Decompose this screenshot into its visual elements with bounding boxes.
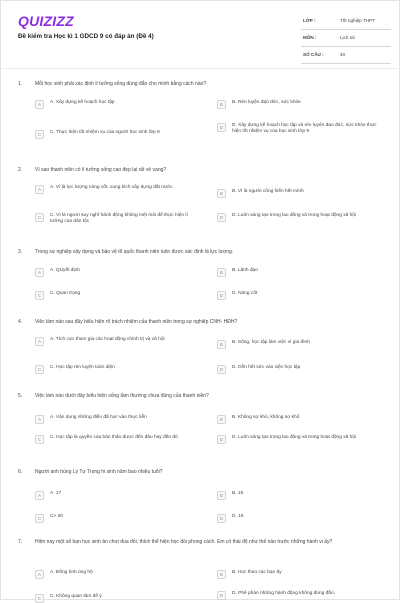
question-text: Mỗi học sinh phải xác định lí tưởng sống đúng đắn cho mình bằng cách nào? — [35, 81, 207, 87]
meta-table — [301, 13, 391, 64]
option-text: C. Thực hiện tốt nhiệm vụ của người học sinh lớp 9 — [50, 130, 160, 135]
meta-label: SỐ CÂU : — [303, 52, 324, 57]
question-number: 5. — [18, 393, 23, 399]
question-number: 7. — [18, 539, 23, 545]
option-text: C. Học tập rèn luyện toàn diện — [50, 365, 115, 370]
option-text: C> 20 — [50, 514, 63, 519]
option-text: D. Dồn hết sức vào việc học tập — [232, 365, 301, 370]
option-letter-badge: A — [35, 100, 44, 109]
option-text: B. Không sợ khó, không sợ khổ — [232, 415, 300, 420]
option-text: A. 17 — [50, 491, 62, 496]
option-letter-badge: B — [217, 189, 226, 198]
option-letter-badge: D — [217, 365, 226, 374]
header-divider — [1, 68, 400, 69]
option-letter-badge: C — [35, 291, 44, 300]
option-letter-badge: D — [217, 291, 226, 300]
question-text: Vì sao thanh niên có lí tưởng sống cao đẹp lại rất vẻ vang? — [35, 167, 167, 173]
option-text: C. Không quan tâm để ý — [50, 594, 102, 599]
page-title: Đề kiểm tra Học kì 1 GDCD 9 có đáp án (Đề 4) — [18, 33, 154, 40]
option-letter-badge: B — [217, 570, 226, 579]
question-number: 2. — [18, 167, 23, 173]
option-text: B. Vì là người công hiến hết mình — [232, 189, 304, 194]
option-letter-badge: D — [217, 435, 226, 444]
option-letter-badge: C — [35, 365, 44, 374]
option-letter-badge: B — [217, 340, 226, 349]
option-text: A. QUyết định — [50, 268, 80, 273]
worksheet-header — [1, 1, 400, 67]
question-text: Việc làm nào sau đây biểu hiện rõ trách nhiệm của thanh niên trong sự nghiệp CNH- HĐH? — [35, 319, 238, 325]
option-letter-badge: A — [35, 491, 44, 500]
option-letter-badge: A — [35, 185, 44, 194]
question-number: 4. — [18, 319, 23, 325]
meta-value: 40 — [340, 52, 346, 57]
meta-label: LỚP : — [303, 18, 316, 23]
option-letter-badge: C — [35, 130, 44, 139]
option-text: D. Luôn sáng tạo trong lao động và trong hoạt động xã hội — [232, 435, 357, 440]
quizizz-logo[interactable]: QUIZIZZ — [18, 13, 74, 29]
option-text: A. Xây dựng kế hoạch học tập — [50, 100, 115, 105]
option-letter-badge: C — [35, 514, 44, 523]
option-text: D. Nòng cốt — [232, 291, 258, 296]
question-number: 1. — [18, 81, 23, 87]
option-letter-badge: B — [217, 491, 226, 500]
option-letter-badge: D — [217, 213, 226, 222]
meta-row-class — [301, 13, 391, 30]
meta-value: Tốt nghiệp THPT — [340, 18, 375, 23]
option-letter-badge: B — [217, 268, 226, 277]
option-text: D. Luôn sáng tạo trong lao động và trong hoạt động xã hội — [232, 213, 357, 218]
question-text: Người anh hùng Lý Tự Trọng hi sinh năm bao nhiêu tuổi? — [35, 469, 163, 475]
question-text: Hiện nay một số bạn học sinh ăn chơi đua đòi, thích thể hiện học đòi phong cách. Em có thái độ như thế nào trước những hành vi ấy? — [35, 539, 333, 545]
option-text: C. Học tập là quyền của bản thân được đến đâu hay đến đó — [50, 435, 178, 440]
option-letter-badge: D — [217, 514, 226, 523]
option-letter-badge: A — [35, 570, 44, 579]
option-text: B. 18 — [232, 491, 244, 496]
option-text: A. Tích cực tham gia các hoạt động chính trị và xã hội — [50, 337, 165, 342]
option-text: D. 19 — [232, 514, 244, 519]
option-letter-badge: A — [35, 415, 44, 424]
option-letter-badge: C — [35, 594, 44, 603]
option-text: A. Vì là lực lượng nòng cốt, xung kích xây dựng đất nước — [50, 185, 173, 190]
meta-row-subject — [301, 30, 391, 47]
option-text: D. Phê phán những hành động không đúng đắn, — [232, 591, 335, 596]
option-text: C. Vì là người suy nghĩ hành động không mệt mỏi để thực hiện lí tưởng của dân tộc — [50, 213, 188, 225]
option-text: D. Xây dựng kế hoạch học tập và rèn luyện đạo đức, sức khỏe thực hiện tốt nhiệm vụ của học sinh lớp 9 — [232, 123, 377, 135]
option-text: A. Vận dụng những điều đã học vào thực tiễn — [50, 415, 147, 420]
option-letter-badge: B — [217, 415, 226, 424]
question-text: Trong sự nghiệp xây dựng và bảo vệ tổ quốc thanh niên luôn được xác định là lực lượng. — [35, 249, 234, 255]
option-text: A. Đồng tình ủng hộ — [50, 570, 93, 575]
option-letter-badge: C — [35, 213, 44, 222]
option-letter-badge: A — [35, 268, 44, 277]
meta-value: Lịch sử — [340, 35, 356, 40]
option-text: B. Học theo các bạn ấy — [232, 570, 282, 575]
meta-label: MÔN : — [303, 35, 317, 40]
option-letter-badge: D — [217, 123, 226, 132]
option-text: C. Quan trọng — [50, 291, 81, 296]
option-text: B. Lãnh đạo — [232, 268, 258, 273]
option-letter-badge: D — [217, 591, 226, 600]
option-letter-badge: C — [35, 435, 44, 444]
question-number: 3. — [18, 249, 23, 255]
question-text: Việc làm nào dưới đây biểu hiện sống tầm thường chưa đúng của thanh niên? — [35, 393, 209, 399]
option-letter-badge: B — [217, 100, 226, 109]
question-number: 6. — [18, 469, 23, 475]
meta-row-count — [301, 47, 391, 64]
option-letter-badge: A — [35, 337, 44, 346]
option-text: B. Sống, học tập làm việc vì gia đình — [232, 340, 310, 345]
option-text: B. Rèn luyện đạo đức, sức khỏe — [232, 100, 301, 105]
